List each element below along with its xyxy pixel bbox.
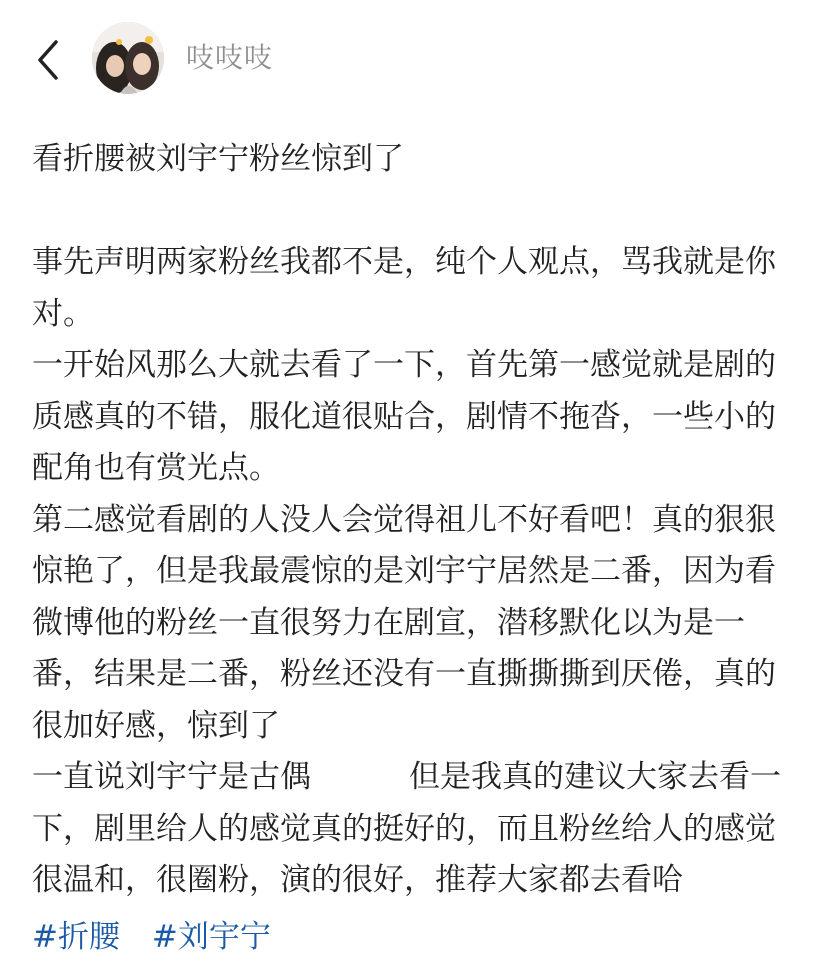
avatar[interactable]: [92, 22, 164, 94]
username[interactable]: 吱吱吱: [186, 41, 274, 74]
back-button[interactable]: [30, 36, 70, 84]
paragraph-recommendation: [32, 752, 792, 907]
post-body: [32, 134, 792, 907]
paragraph-gap: [32, 186, 792, 238]
recommendation-rest: 但是我真的建议大家去看一下，剧里给人的感觉真的挺好的，而且粉丝给人的感觉很温和，很圈粉，演的很好，推荐大家都去看哈: [32, 759, 781, 898]
avatar-photo: [92, 22, 164, 94]
hashtag-zheyao[interactable]: #折腰: [32, 919, 120, 955]
post-title: 看折腰被刘宇宁粉丝惊到了: [32, 141, 404, 177]
hashtag-liuyuning[interactable]: #刘宇宁: [151, 919, 271, 955]
paragraph-disclaimer: 事先声明两家粉丝我都不是，纯个人观点，骂我就是你对。: [32, 244, 776, 332]
recommendation-lead: 一直说刘宇宁是古偶: [32, 759, 311, 795]
paragraph-first-impression: 一开始风那么大就去看了一下，首先第一感觉就是剧的质感真的不错，服化道很贴合，剧情不拖沓，一些小的配角也有赏光点。: [32, 347, 776, 486]
paragraph-second-impression: 第二感觉看剧的人没人会觉得祖儿不好看吧！真的狠狠惊艳了，但是我最震惊的是刘宇宁居然是二番，因为看微博他的粉丝一直很努力在剧宣，潜移默化以为是一番，结果是二番，粉丝还没有一直撕撕撕到厌倦，真的很加好感，惊到了: [32, 501, 776, 744]
hashtag-row: [32, 912, 293, 962]
chevron-left-icon: [30, 36, 70, 84]
post-header: [0, 0, 828, 120]
